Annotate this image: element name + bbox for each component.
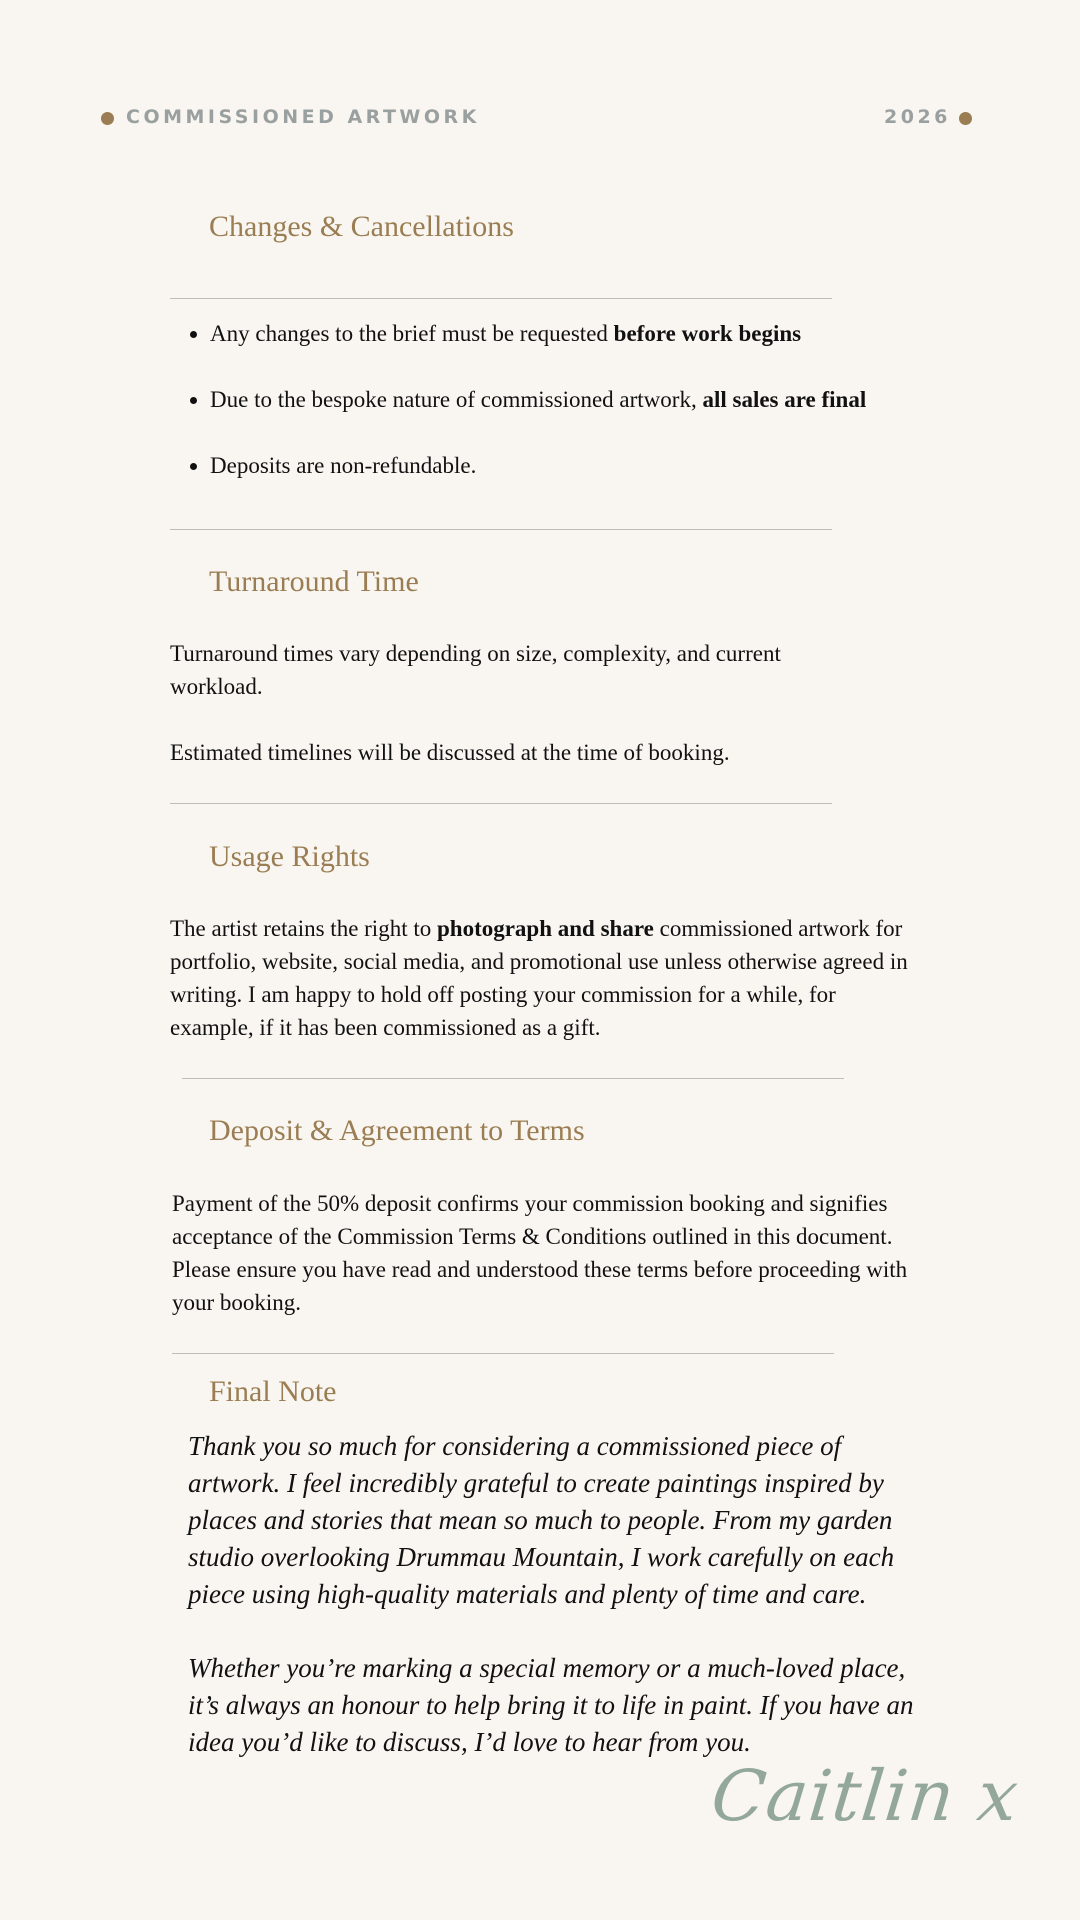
turnaround-paragraph-2: Estimated timelines will be discussed at the time of booking. — [170, 740, 730, 765]
divider — [172, 1353, 834, 1354]
signature: Caitlin x — [707, 1755, 1023, 1837]
section-title-usage: Usage Rights — [209, 840, 370, 873]
list-item: • Due to the bespoke nature of commissioned artwork, all sales are final — [210, 386, 970, 415]
deposit-paragraph: Payment of the 50% deposit confirms your commission booking and signifies acceptance of the Commission Terms & Conditions outlined in this document. Please ensure you have read and understood these terms before proceeding with your booking. — [172, 1191, 908, 1315]
section-title-turnaround: Turnaround Time — [209, 565, 419, 598]
divider — [170, 298, 832, 299]
list-item: • Deposits are non-refundable. — [210, 452, 970, 481]
divider — [170, 529, 832, 530]
section-title-deposit: Deposit & Agreement to Terms — [209, 1114, 585, 1147]
section-title-changes: Changes & Cancellations — [209, 210, 514, 243]
divider — [182, 1078, 844, 1079]
divider — [170, 803, 832, 804]
section-title-final-note: Final Note — [209, 1375, 337, 1408]
final-note-paragraph-1: Thank you so much for considering a commissioned piece of artwork. I feel incredibly grateful to create paintings inspired by places and stories that mean so much to people. From my garden studio overlooking Drummau Mountain, I work carefully on each piece using high-quality materials and plenty of time and care. — [188, 1431, 895, 1609]
list-item: • Any changes to the brief must be requested before work begins — [210, 320, 970, 349]
header-year: 2026 — [884, 106, 951, 128]
changes-list — [170, 320, 970, 480]
header-dot-left — [101, 112, 114, 125]
header-dot-right — [959, 112, 972, 125]
final-note-paragraph-2: Whether you’re marking a special memory or a much-loved place, it’s always an honour to help bring it to life in paint. If you have an idea you’d like to discuss, I’d love to hear from you. — [188, 1653, 914, 1757]
turnaround-paragraph-1: Turnaround times vary depending on size, complexity, and current workload. — [170, 641, 781, 699]
usage-paragraph: The artist retains the right to photograph and share commissioned artwork for portfolio, website, social media, and promotional use unless otherwise agreed in writing. I am happy to hold off posting your commission for a while, for example, if it has been commissioned as a gift. — [170, 916, 908, 1040]
header-left-label: COMMISSIONED ARTWORK — [126, 106, 480, 128]
